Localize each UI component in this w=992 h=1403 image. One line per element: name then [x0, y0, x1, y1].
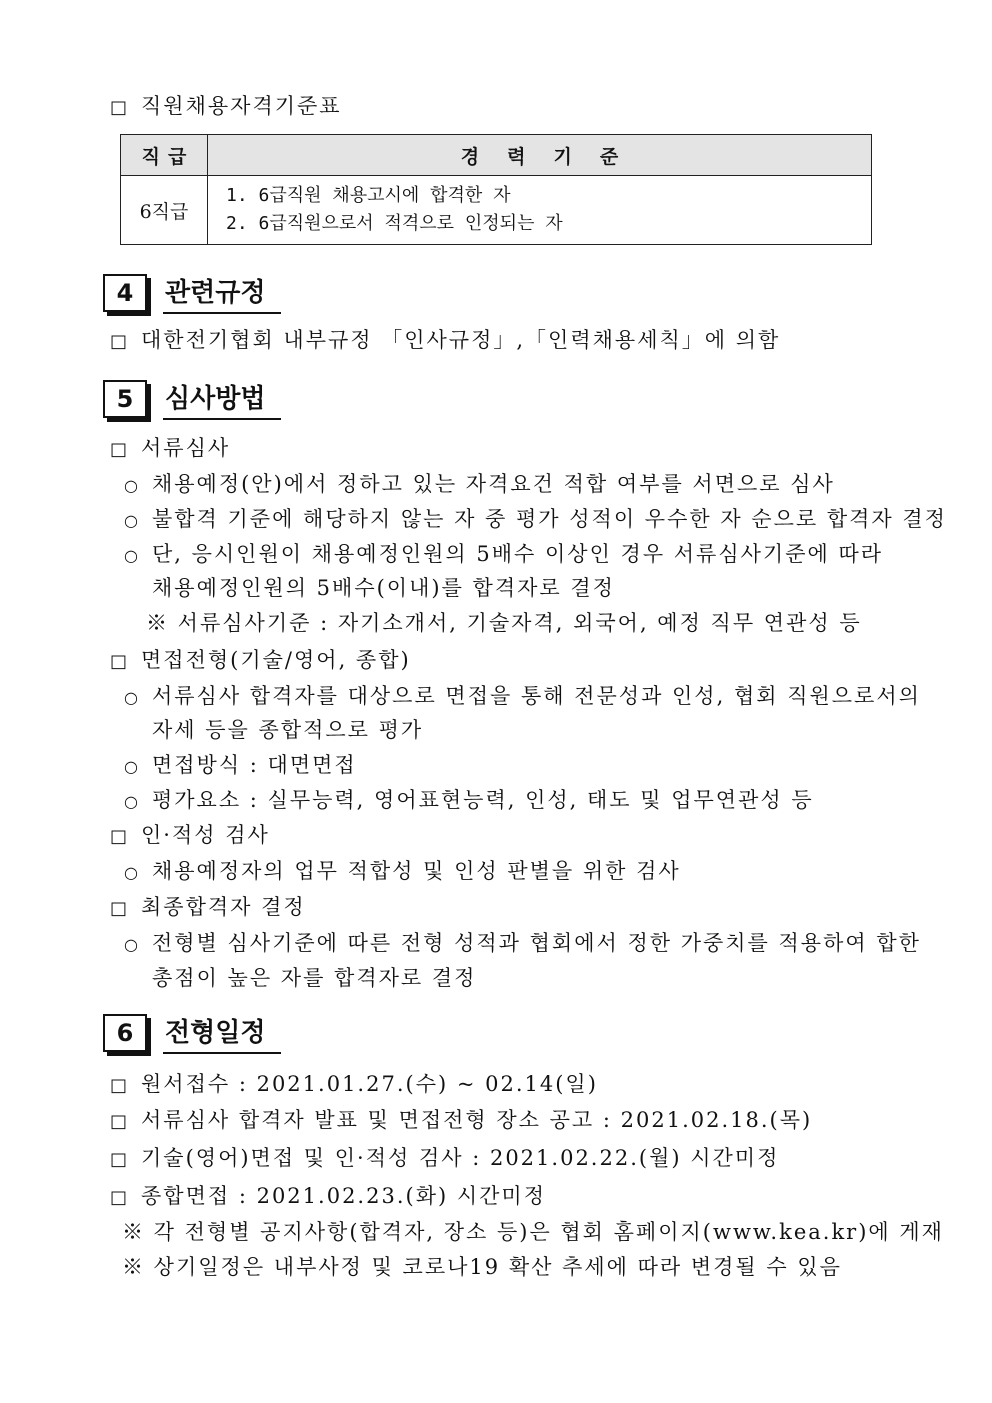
list-item: ○ 서류심사 합격자를 대상으로 면접을 통해 전문성과 인성, 협회 직원으로서의	[124, 684, 921, 708]
criteria-cell	[208, 176, 872, 245]
schedule-item: □ 서류심사 합격자 발표 및 면접전형 장소 공고 : 2021.02.18.(목)	[110, 1108, 813, 1132]
qualification-table	[120, 134, 872, 245]
doc-review-note: ※ 서류심사기준 : 자기소개서, 기술자격, 외국어, 예정 직무 연관성 등	[146, 611, 862, 635]
list-item: ○ 단, 응시인원이 채용예정인원의 5배수 이상인 경우 서류심사기준에 따라	[124, 542, 884, 566]
regulation-item: □ 대한전기협회 내부규정 「인사규정」,「인력채용세칙」에 의함	[110, 328, 781, 352]
aptitude-heading: □ 인·적성 검사	[110, 823, 270, 847]
list-item-continued: 채용예정인원의 5배수(이내)를 합격자로 결정	[152, 576, 615, 600]
section-number: 4	[103, 274, 147, 312]
schedule-note: ※ 각 전형별 공지사항(합격자, 장소 등)은 협회 홈페이지(www.kea.kr)에 게재	[122, 1220, 944, 1244]
section-title: 전형일정	[163, 1014, 281, 1054]
list-item: ○ 채용예정자의 업무 적합성 및 인성 판별을 위한 검사	[124, 859, 681, 883]
table-row	[121, 176, 872, 245]
list-item: ○ 평가요소 : 실무능력, 영어표현능력, 인성, 태도 및 업무연관성 등	[124, 788, 814, 812]
list-item-continued: 자세 등을 종합적으로 평가	[152, 718, 424, 742]
box-bullet: □	[110, 97, 128, 118]
interview-heading: □ 면접전형(기술/영어, 종합)	[110, 648, 411, 672]
schedule-item: □ 원서접수 : 2021.01.27.(수) ~ 02.14(일)	[110, 1072, 598, 1096]
header-grade: 직급	[121, 135, 208, 176]
section-number: 5	[103, 380, 147, 418]
section-title: 심사방법	[163, 380, 281, 420]
schedule-note: ※ 상기일정은 내부사정 및 코로나19 확산 추세에 따라 변경될 수 있음	[122, 1255, 842, 1279]
schedule-item: □ 종합면접 : 2021.02.23.(화) 시간미정	[110, 1184, 546, 1208]
schedule-item: □ 기술(영어)면접 및 인·적성 검사 : 2021.02.22.(월) 시간미정	[110, 1146, 780, 1170]
criteria-item: 2. 6급직원으로서 적격으로 인정되는 자	[226, 213, 563, 234]
table-header-row	[121, 135, 872, 176]
list-item-continued: 총점이 높은 자를 합격자로 결정	[152, 966, 477, 990]
intro-title: 직원채용자격기준표	[141, 94, 342, 118]
grade-cell: 6직급	[121, 176, 208, 245]
intro-heading	[110, 92, 342, 122]
list-item: ○ 채용예정(안)에서 정하고 있는 자격요건 적합 여부를 서면으로 심사	[124, 472, 835, 496]
section-title: 관련규정	[163, 274, 281, 314]
final-heading: □ 최종합격자 결정	[110, 895, 306, 919]
list-item: ○ 불합격 기준에 해당하지 않는 자 중 평가 성적이 우수한 자 순으로 합격자 결정	[124, 507, 947, 531]
list-item: ○ 전형별 심사기준에 따른 전형 성적과 협회에서 정한 가중치를 적용하여 합한	[124, 931, 921, 955]
section-number: 6	[103, 1014, 147, 1052]
criteria-item: 1. 6급직원 채용고시에 합격한 자	[226, 185, 511, 206]
doc-review-heading: □ 서류심사	[110, 436, 231, 460]
header-criteria: 경력기준	[208, 135, 872, 176]
list-item: ○ 면접방식 : 대면면접	[124, 753, 357, 777]
